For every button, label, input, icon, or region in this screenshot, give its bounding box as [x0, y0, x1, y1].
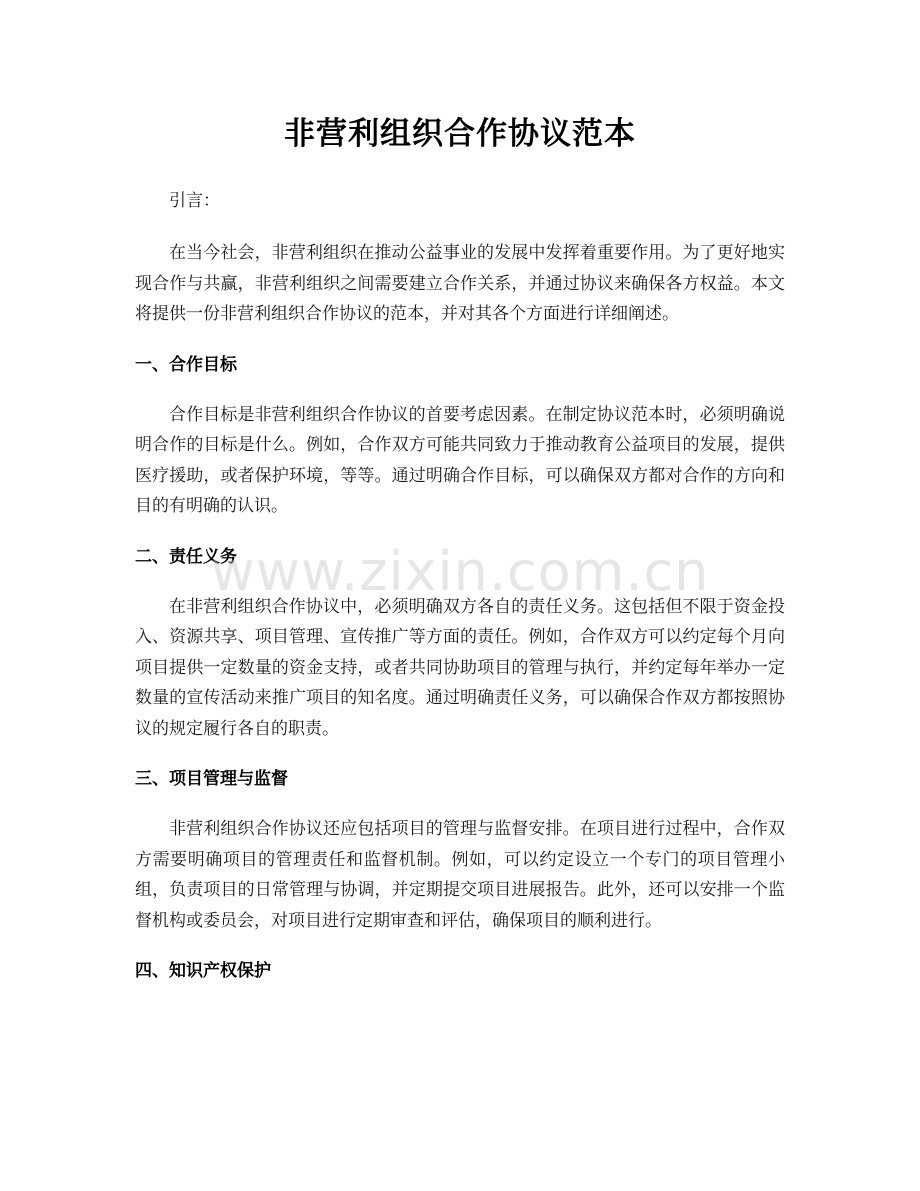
section-heading: 三、项目管理与监督 [135, 769, 288, 789]
intro-paragraph: 在当今社会，非营利组织在推动公益事业的发展中发挥着重要作用。为了更好地实现合作与共赢，非营利组织之间需要建立合作关系，并通过协议来确保各方权益。本文将提供一份非营利组织合作协议的范本，并对其各个方面进行详细阐述。 [135, 243, 785, 324]
section-paragraph: 非营利组织合作协议还应包括项目的管理与监督安排。在项目进行过程中，合作双方需要明确项目的管理责任和监督机制。例如，可以约定设立一个专门的项目管理小组，负责项目的日常管理与协调，并定期提交项目进展报告。此外，还可以安排一个监督机构或委员会，对项目进行定期审查和评估，确保项目的顺利进行。 [135, 819, 785, 931]
intro-label: 引言： [169, 191, 220, 211]
section-heading: 四、知识产权保护 [135, 961, 271, 981]
section-cooperation-goal [135, 350, 785, 522]
document-body [135, 186, 785, 1006]
watermark: www.zixin.com.cn [210, 540, 710, 603]
section-responsibilities [135, 542, 785, 745]
document-title: 非营利组织合作协议范本 [284, 116, 636, 152]
section-heading: 二、责任义务 [135, 546, 237, 567]
section-intellectual-property [135, 956, 785, 986]
section-paragraph: 在非营利组织合作协议中，必须明确双方各自的责任义务。这包括但不限于资金投入、资源共享、项目管理、宣传推广等方面的责任。例如，合作双方可以约定每个月向项目提供一定数量的资金支持，或者共同协助项目的管理与执行，并约定每年举办一定数量的宣传活动来推广项目的知名度。通过明确责任义务，可以确保合作双方都按照协议的规定履行各自的职责。 [135, 596, 785, 739]
section-paragraph: 合作目标是非营利组织合作协议的首要考虑因素。在制定协议范本时，必须明确说明合作的目标是什么。例如，合作双方可能共同致力于推动教育公益项目的发展，提供医疗援助，或者保护环境，等等。通过明确合作目标，可以确保双方都对合作的方向和目的有明确的认识。 [135, 404, 785, 516]
section-heading: 一、合作目标 [135, 354, 237, 375]
section-project-management [135, 764, 785, 936]
